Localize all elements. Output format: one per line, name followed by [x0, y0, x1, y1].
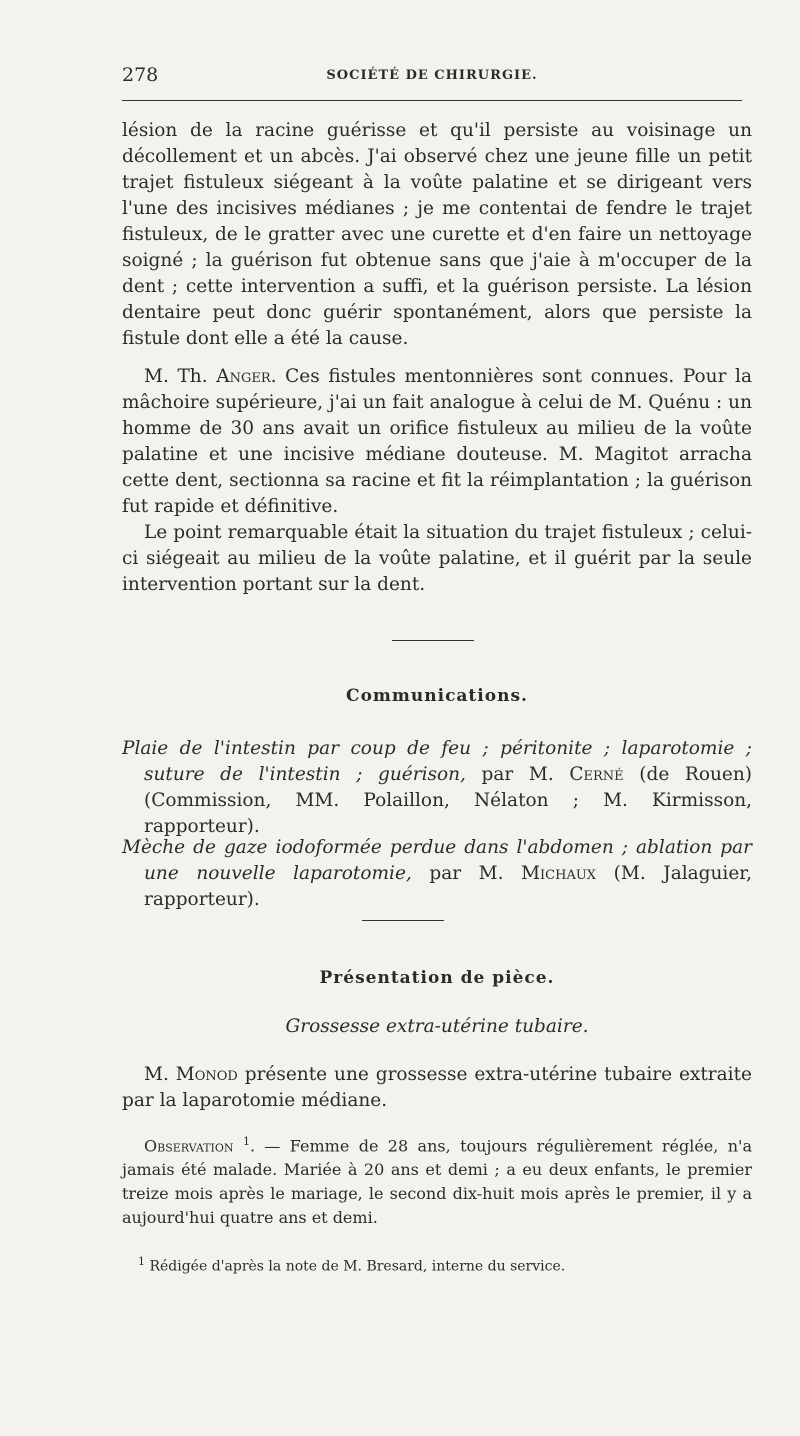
- entry-by: par M.: [465, 764, 570, 785]
- footnote: [138, 1255, 758, 1275]
- footnote-text: Rédigée d'après la note de M. Bresard, interne du service.: [145, 1258, 566, 1275]
- section-title-communications: Communications.: [346, 686, 528, 706]
- author-name: Monod: [175, 1064, 238, 1085]
- list-item: [122, 736, 752, 840]
- page-number: 278: [122, 64, 159, 86]
- page-header: [122, 64, 742, 94]
- body-text: [122, 118, 752, 598]
- observation-text: . — Femme de 28 ans, toujours régulièrement réglée, n'a jamais été malade. Mariée à 20 ans et demi ; a eu deux enfants, le premier treize mois après le mariage, le second dix-huit mois après le premier, il y a aujourd'hui quatre ans et demi.: [122, 1136, 752, 1228]
- section-divider: [362, 920, 444, 921]
- communication-entry: [122, 736, 752, 840]
- footnote-mark: 1: [138, 1255, 145, 1268]
- footnote-ref: 1: [242, 1135, 250, 1148]
- paragraph: lésion de la racine guérisse et qu'il persiste au voisinage un décollement et un abcès. J'ai observé chez une jeune fille un petit trajet fistuleux siégeant à la voûte palatine et se dirigeant vers l'une des incisives médianes ; je me contentai de fendre le trajet fistuleux, de le gratter avec une curette et d'en faire un nettoyage soigné ; la guérison fut obtenue sans que j'aie à m'occuper de la dent ; cette intervention a suffi, et la guérison persiste. La lésion dentaire peut donc guérir spontanément, alors que persiste la fistule dont elle a été la cause.: [122, 120, 752, 349]
- entry-rest: (de Rouen) (Commission, MM. Polaillon, Nélaton ; M. Kirmisson, rapporteur).: [144, 764, 752, 837]
- entry-title: Plaie de l'intestin par coup de feu ; péritonite ; laparotomie ; suture de l'intestin ; guérison,: [122, 738, 752, 785]
- entry-title: Mèche de gaze iodoformée perdue dans l'abdomen ; ablation par une nouvelle laparotomie,: [122, 837, 752, 884]
- speaker-name: Anger: [216, 366, 271, 387]
- presentation-text: [122, 1062, 752, 1114]
- observation-label: Observation: [144, 1136, 234, 1156]
- paragraph-text: . Ces fistules mentonnières sont connues. Pour la mâchoire supérieure, j'ai un fait analogue à celui de M. Quénu : un homme de 30 ans avait un orifice fistuleux au milieu de la voûte palatine et une incisive médiane douteuse. M. Magitot arracha cette dent, sectionna sa racine et fit la réimplantation ; la guérison fut rapide et définitive.: [122, 366, 752, 517]
- entry-rest: (M. Jalaguier, rapporteur).: [144, 863, 752, 910]
- entry-author: Michaux: [521, 863, 597, 884]
- author-prefix: M.: [144, 1064, 176, 1085]
- paragraph: [122, 1062, 752, 1114]
- entry-by: par M.: [411, 863, 522, 884]
- paragraph: [122, 364, 752, 520]
- section-title-presentation: Présentation de pièce.: [319, 968, 555, 988]
- list-item: [122, 835, 752, 913]
- entry-author: Cerné: [569, 764, 624, 785]
- running-head: SOCIÉTÉ DE CHIRURGIE.: [326, 68, 538, 83]
- section-divider: [392, 640, 474, 641]
- paragraph: Le point remarquable était la situation du trajet fistuleux ; celui-ci siégeait au milieu de la voûte palatine, et il guérit par la seule intervention portant sur la dent.: [122, 522, 752, 595]
- observation-block: [122, 1130, 752, 1230]
- paragraph-text: présente une grossesse extra-utérine tubaire extraite par la laparotomie médiane.: [122, 1064, 752, 1111]
- communication-entry: [122, 835, 752, 913]
- observation-paragraph: [122, 1130, 752, 1230]
- header-rule: [122, 100, 742, 101]
- presentation-subtitle: Grossesse extra-utérine tubaire.: [285, 1016, 589, 1037]
- speaker-prefix: M. Th.: [144, 366, 217, 387]
